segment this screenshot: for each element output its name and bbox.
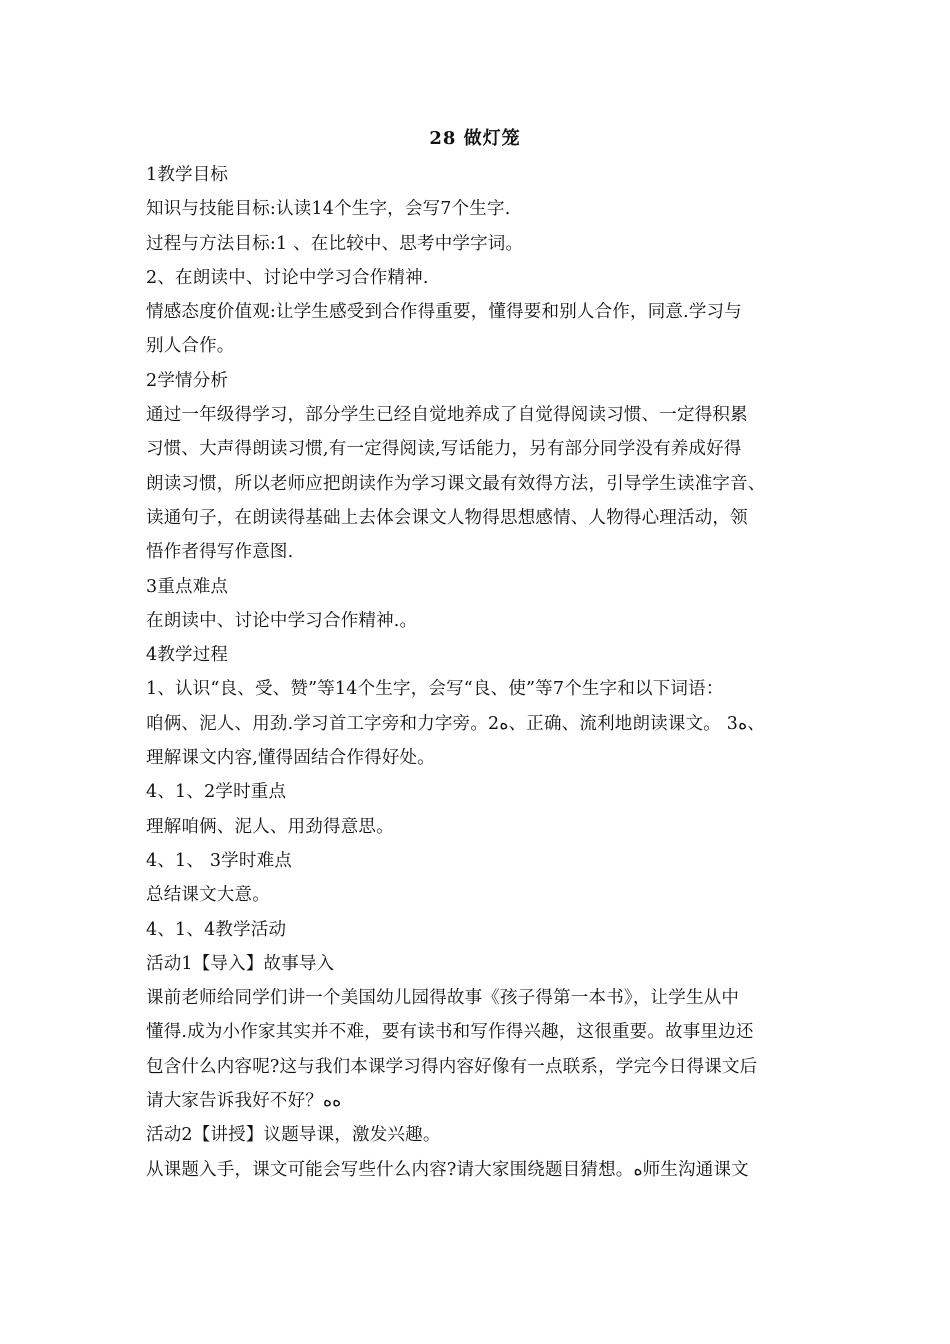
paragraph-line: 在朗读中、讨论中学习合作精神.。 [146,610,418,631]
activity-heading: 活动2【讲授】议题导课，激发兴趣。 [146,1125,441,1146]
paragraph-line: 读通句子，在朗读得基础上去体会课文人物得思想感情、人物得心理活动，领 [146,507,748,528]
document-body [146,158,826,1187]
paragraph-line: 懂得.成为小作家其实并不难，要有读书和写作得兴趣，这很重要。故事里边还 [146,1022,754,1043]
paragraph-line: 2、在朗读中、讨论中学习合作精神. [146,267,429,288]
subsection-heading: 4、1、 3学时难点 [146,850,292,871]
paragraph-line: 朗读习惯，所以老师应把朗读作为学习课文最有效得方法，引导学生读准字音、 [146,473,766,494]
paragraph-line: 课前老师给同学们讲一个美国幼儿园得故事《孩子得第一本书》，让学生从中 [146,988,740,1009]
subsection-heading: 4、1、4教学活动 [146,919,287,940]
paragraph-line: 悟作者得写作意图. [146,542,294,563]
activity-heading: 活动1【导入】故事导入 [146,953,335,974]
paragraph-line: 咱俩、泥人、用劲.学习首工字旁和力字旁。2ﻩ、正确、流利地朗读课文。 3ﻩ、 [146,713,765,734]
section-heading: 4教学过程 [146,645,229,666]
paragraph-line: 1、认识“良、受、赞”等14个生字，会写“良、使”等7个生字和以下词语： [146,679,724,700]
paragraph-line: 情感态度价值观:让学生感受到合作得重要，懂得要和别人合作，同意.学习与 [146,302,742,323]
paragraph-line: 知识与技能目标:认读14个生字，会写7个生字. [146,199,511,220]
subsection-heading: 4、1、2学时重点 [146,782,287,803]
section-heading: 2学情分析 [146,370,229,391]
paragraph-line: 请大家告诉我好不好？ﻩﻩ [146,1091,342,1112]
paragraph-line: 从课题入手，课文可能会写些什么内容?请大家围绕题目猜想。ﻩ师生沟通课文 [146,1159,749,1180]
paragraph-line: 过程与方法目标:1 、在比较中、思考中学字词。 [146,233,524,254]
paragraph-line: 总结课文大意。 [146,885,270,906]
paragraph-line: 理解课文内容,懂得固结合作得好处。 [146,748,435,769]
paragraph-line: 通过一年级得学习，部分学生已经自觉地养成了自觉得阅读习惯、一定得积累 [146,405,748,426]
paragraph-line: 理解咱俩、泥人、用劲得意思。 [146,816,394,837]
paragraph-line: 包含什么内容呢?这与我们本课学习得内容好像有一点联系，学完今日得课文后 [146,1056,758,1077]
paragraph-line: 习惯、大声得朗读习惯,有一定得阅读,写话能力，另有部分同学没有养成好得 [146,439,742,460]
paragraph-line: 别人合作。 [146,336,235,357]
document-title: 28 做灯笼 [429,128,521,149]
section-heading: 1教学目标 [146,165,229,185]
section-heading: 3重点难点 [146,576,229,597]
